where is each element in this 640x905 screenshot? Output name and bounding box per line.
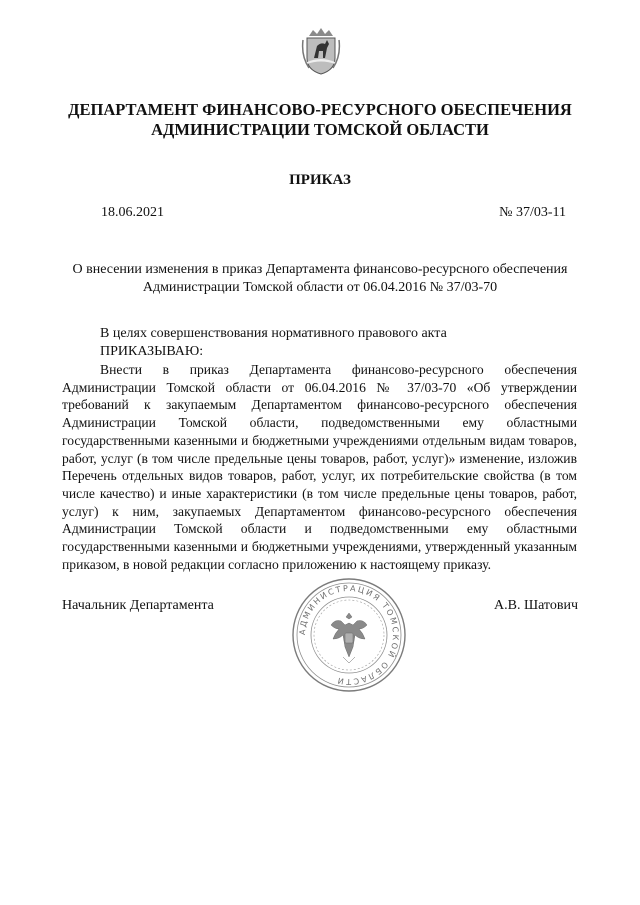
signatory-title: Начальник Департамента bbox=[62, 598, 214, 613]
tomsk-region-coat-of-arms-icon bbox=[301, 26, 341, 76]
official-seal-icon bbox=[291, 577, 407, 693]
department-title-line-1: ДЕПАРТАМЕНТ ФИНАНСОВО-РЕСУРСНОГО ОБЕСПЕЧЕНИЯ bbox=[68, 100, 572, 119]
seal-ring-text: АДМИНИСТРАЦИЯ ТОМСКОЙ ОБЛАСТИ bbox=[297, 583, 401, 687]
subject-line-1: О внесении изменения в приказ Департамента финансово-ресурсного обеспечения bbox=[72, 262, 568, 277]
preamble: В целях совершенствования нормативного правового акта bbox=[100, 326, 447, 341]
orders-keyword: ПРИКАЗЫВАЮ: bbox=[100, 344, 204, 359]
document-date: 18.06.2021 bbox=[101, 205, 164, 220]
order-body-paragraph: Внести в приказ Департамента финансово-ресурсного обеспечения Администрации Томской области от 06.04.2016 № 37/03-70 «Об утверждении требований к закупаемым Департаментом финансово-ресурсного обеспечения Администрации Томской области, подведомственными ему областными государственными казенными и бюджетными учреждениями отдельным видам товаров, работ, услуг (в том числе предельные цены товаров, работ, услуг)» изменение, изложив Перечень отдельных видов товаров, работ, услуг, их потребительские свойства (в том числе качество) и иные характеристики (в том числе предельные цены товаров, работ, услуг) к ним, закупаемых Департаментом финансово-ресурсного обеспечения Администрации Томской области и подведомственными ему областными государственными казенными и бюджетными учреждениями, утвержденный указанным приказом, в новой редакции согласно приложению к настоящему приказу. bbox=[62, 362, 577, 572]
document-number: № 37/03-11 bbox=[499, 205, 566, 220]
document-type: ПРИКАЗ bbox=[289, 172, 351, 188]
subject-line-2: Администрации Томской области от 06.04.2016 № 37/03-70 bbox=[142, 280, 498, 295]
department-title-line-2: АДМИНИСТРАЦИИ ТОМСКОЙ ОБЛАСТИ bbox=[151, 120, 489, 139]
signatory-name: А.В. Шатович bbox=[494, 598, 578, 613]
